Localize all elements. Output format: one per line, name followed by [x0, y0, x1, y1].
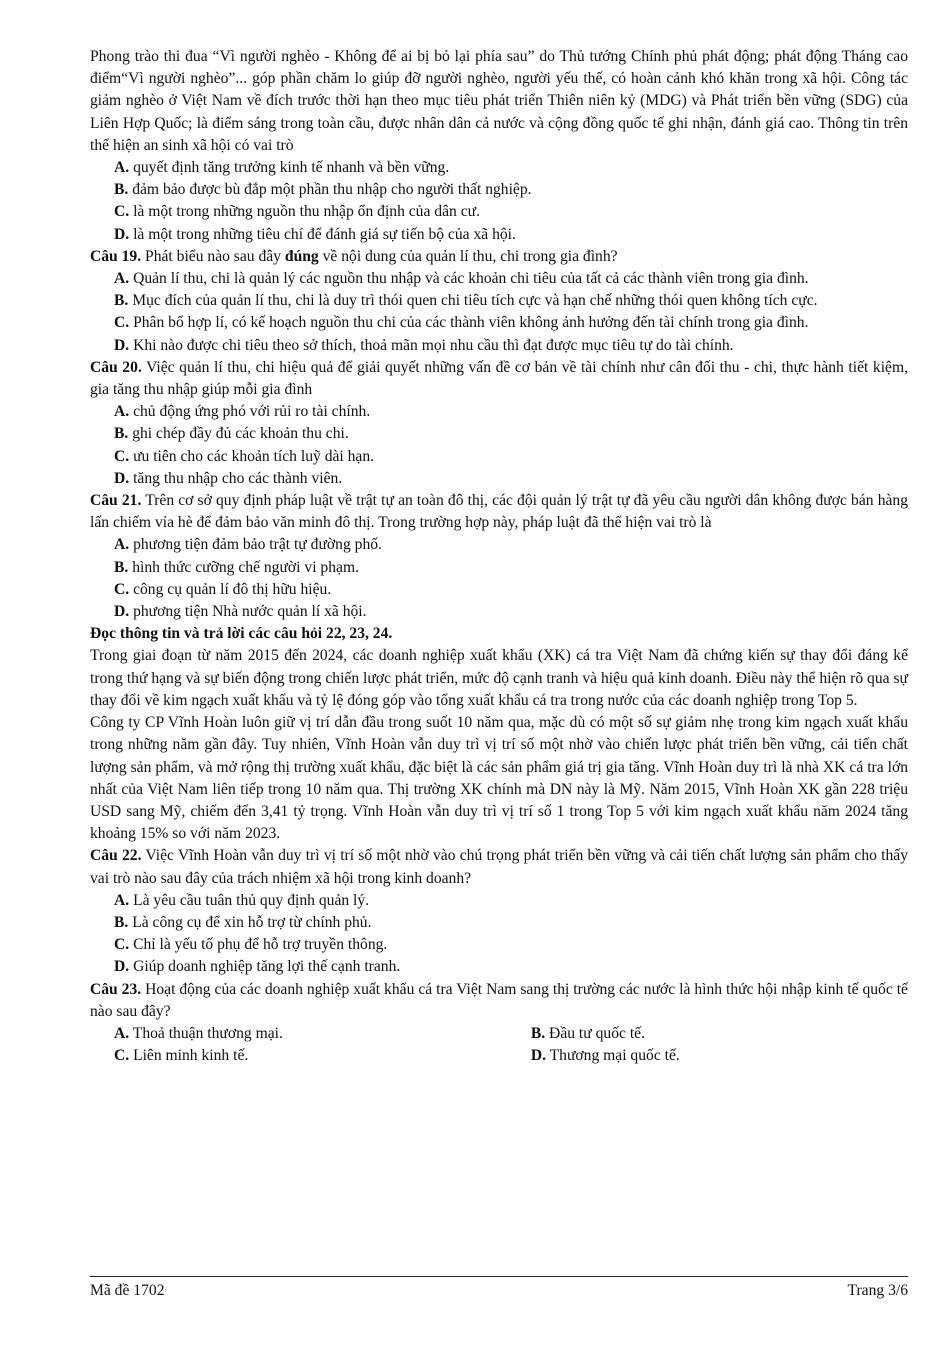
intro-paragraph: Phong trào thi đua “Vì người nghèo - Không để ai bị bỏ lại phía sau” do Thủ tướng Chính phủ phát động; phát động Tháng cao điểm“Vì người nghèo”... góp phần chăm lo giúp đỡ người nghèo, người yếu thế, có hoàn cảnh khó khăn trong xã hội. Công tác giảm nghèo ở Việt Nam về đích trước thời hạn theo mục tiêu phát triển Thiên niên kỷ (MDG) và Phát triển bền vững (SDG) của Liên Hợp Quốc; là điểm sáng trong toàn cầu, được nhân dân cả nước và cộng đồng quốc tế ghi nhận, đánh giá cao. Thông tin trên thể hiện an sinh xã hội có vai trò [90, 48, 908, 154]
option-b: B. Đầu tư quốc tế. [530, 1024, 645, 1042]
option-c: C. Chỉ là yếu tố phụ để hỗ trợ truyền thông. [114, 936, 388, 954]
option-b: B. Là công cụ để xin hỗ trợ từ chính phủ. [114, 913, 372, 931]
reading-paragraph-1: Trong giai đoạn từ năm 2015 đến 2024, các doanh nghiệp xuất khẩu (XK) cá tra Việt Nam đã chứng kiến sự thay đổi đáng kể trong thứ hạng và sự biến động trong chiến lược phát triển, mức độ cạnh tranh và hiệu quả kinh doanh. Điều này thể hiện rõ qua sự thay đổi về kim ngạch xuất khẩu và tỷ lệ đóng góp vào tổng xuất khẩu cá tra trong nước của các doanh nghiệp trong Top 5. [90, 647, 908, 709]
option-a: A. chủ động ứng phó với rủi ro tài chính. [114, 403, 371, 421]
question-23: Câu 23. Hoạt động của các doanh nghiệp xuất khẩu cá tra Việt Nam sang thị trường các nước là hình thức hội nhập kinh tế quốc tế nào sau đây? [90, 980, 908, 1020]
question-19: Câu 19. Phát biểu nào sau đây đúng về nội dung của quản lí thu, chi trong gia đình? [90, 247, 618, 265]
option-a: A. Thoả thuận thương mại. [114, 1024, 283, 1042]
question-21: Câu 21. Trên cơ sở quy định pháp luật về trật tự an toàn đô thị, các đội quản lý trật tự đã yêu cầu người dân không được bán hàng lấn chiếm vỉa hè để đảm bảo văn minh đô thị. Trong trường hợp này, pháp luật đã thể hiện vai trò là [90, 492, 909, 532]
option-c: C. Liên minh kinh tế. [114, 1047, 249, 1065]
option-c: C. công cụ quản lí đô thị hữu hiệu. [114, 580, 332, 598]
option-a: A. phương tiện đảm bảo trật tự đường phố. [114, 536, 382, 554]
page-number: Trang 3/6 [847, 1282, 908, 1299]
exam-code: Mã đề 1702 [90, 1282, 165, 1299]
option-d: D. phương tiện Nhà nước quản lí xã hội. [114, 603, 367, 621]
question-20: Câu 20. Việc quản lí thu, chi hiệu quả để giải quyết những vấn đề cơ bản về tài chính như cân đối thu - chi, thực hành tiết kiệm, gia tăng thu nhập giúp mỗi gia đình [90, 358, 908, 399]
option-d: D. Giúp doanh nghiệp tăng lợi thế cạnh tranh. [114, 958, 401, 976]
option-c: C. Phân bổ hợp lí, có kế hoạch nguồn thu chi của các thành viên không ảnh hưởng đến tài chính trong gia đình. [114, 314, 809, 332]
option-b: B. ghi chép đầy đủ các khoản thu chi. [114, 425, 349, 443]
options-row-1 [90, 1023, 908, 1045]
option-a: A. quyết định tăng trưởng kinh tế nhanh và bền vững. [114, 159, 450, 177]
option-d: D. Khi nào được chi tiêu theo sở thích, thoả mãn mọi nhu cầu thì đạt được mục tiêu tự do tài chính. [114, 336, 734, 354]
option-c: C. là một trong những nguồn thu nhập ổn định của dân cư. [114, 203, 480, 221]
option-b: B. hình thức cưỡng chế người vi phạm. [114, 558, 359, 576]
option-d: D. là một trong những tiêu chí để đánh giá sự tiến bộ của xã hội. [114, 225, 516, 243]
document-body [90, 46, 908, 1067]
option-a: A. Quản lí thu, chi là quản lý các nguồn thu nhập và các khoản chi tiêu của tất cả các thành viên trong gia đình. [114, 270, 809, 288]
reading-heading: Đọc thông tin và trả lời các câu hỏi 22, 23, 24. [90, 625, 393, 643]
reading-paragraph-2: Công ty CP Vĩnh Hoàn luôn giữ vị trí dẫn đầu trong suốt 10 năm qua, mặc dù có một số sự giảm nhẹ trong kim ngạch xuất khẩu trong những năm gần đây. Tuy nhiên, Vĩnh Hoàn vẫn duy trì vị trí số một nhờ vào chiến lược phát triển bền vững, cải tiến chất lượng sản phẩm, và mở rộng thị trường xuất khẩu, đặc biệt là các sản phẩm giá trị gia tăng. Vĩnh Hoàn duy trì là nhà XK cá tra lớn nhất của Việt Nam liên tiếp trong 10 năm qua. Thị trường XK chính mà DN này là Mỹ. Năm 2015, Vĩnh Hoàn XK gần 228 triệu USD sang Mỹ, chiếm đến 3,41 tỷ trọng. Vĩnh Hoàn vẫn duy trì vị trí số 1 trong Top 5 với kim ngạch xuất khẩu năm 2024 tăng khoảng 15% so với năm 2023. [90, 714, 908, 843]
page-footer [90, 1276, 908, 1300]
option-b: B. đảm bảo được bù đắp một phần thu nhập cho người thất nghiệp. [114, 181, 532, 199]
option-d: D. Thương mại quốc tế. [530, 1047, 680, 1065]
question-22: Câu 22. Việc Vĩnh Hoàn vẫn duy trì vị trí số một nhờ vào chú trọng phát triển bền vững và cải tiến chất lượng sản phẩm cho thấy vai trò nào sau đây của trách nhiệm xã hội trong kinh doanh? [90, 847, 908, 887]
options-row-2 [90, 1045, 908, 1067]
option-d: D. tăng thu nhập cho các thành viên. [114, 469, 343, 487]
option-b: B. Mục đích của quản lí thu, chi là duy trì thói quen chi tiêu tích cực và hạn chế những thói quen không tích cực. [114, 292, 818, 310]
footer-row [90, 1277, 908, 1300]
option-c: C. ưu tiên cho các khoản tích luỹ dài hạn. [114, 447, 375, 465]
option-a: A. Là yêu cầu tuân thủ quy định quản lý. [114, 891, 370, 909]
